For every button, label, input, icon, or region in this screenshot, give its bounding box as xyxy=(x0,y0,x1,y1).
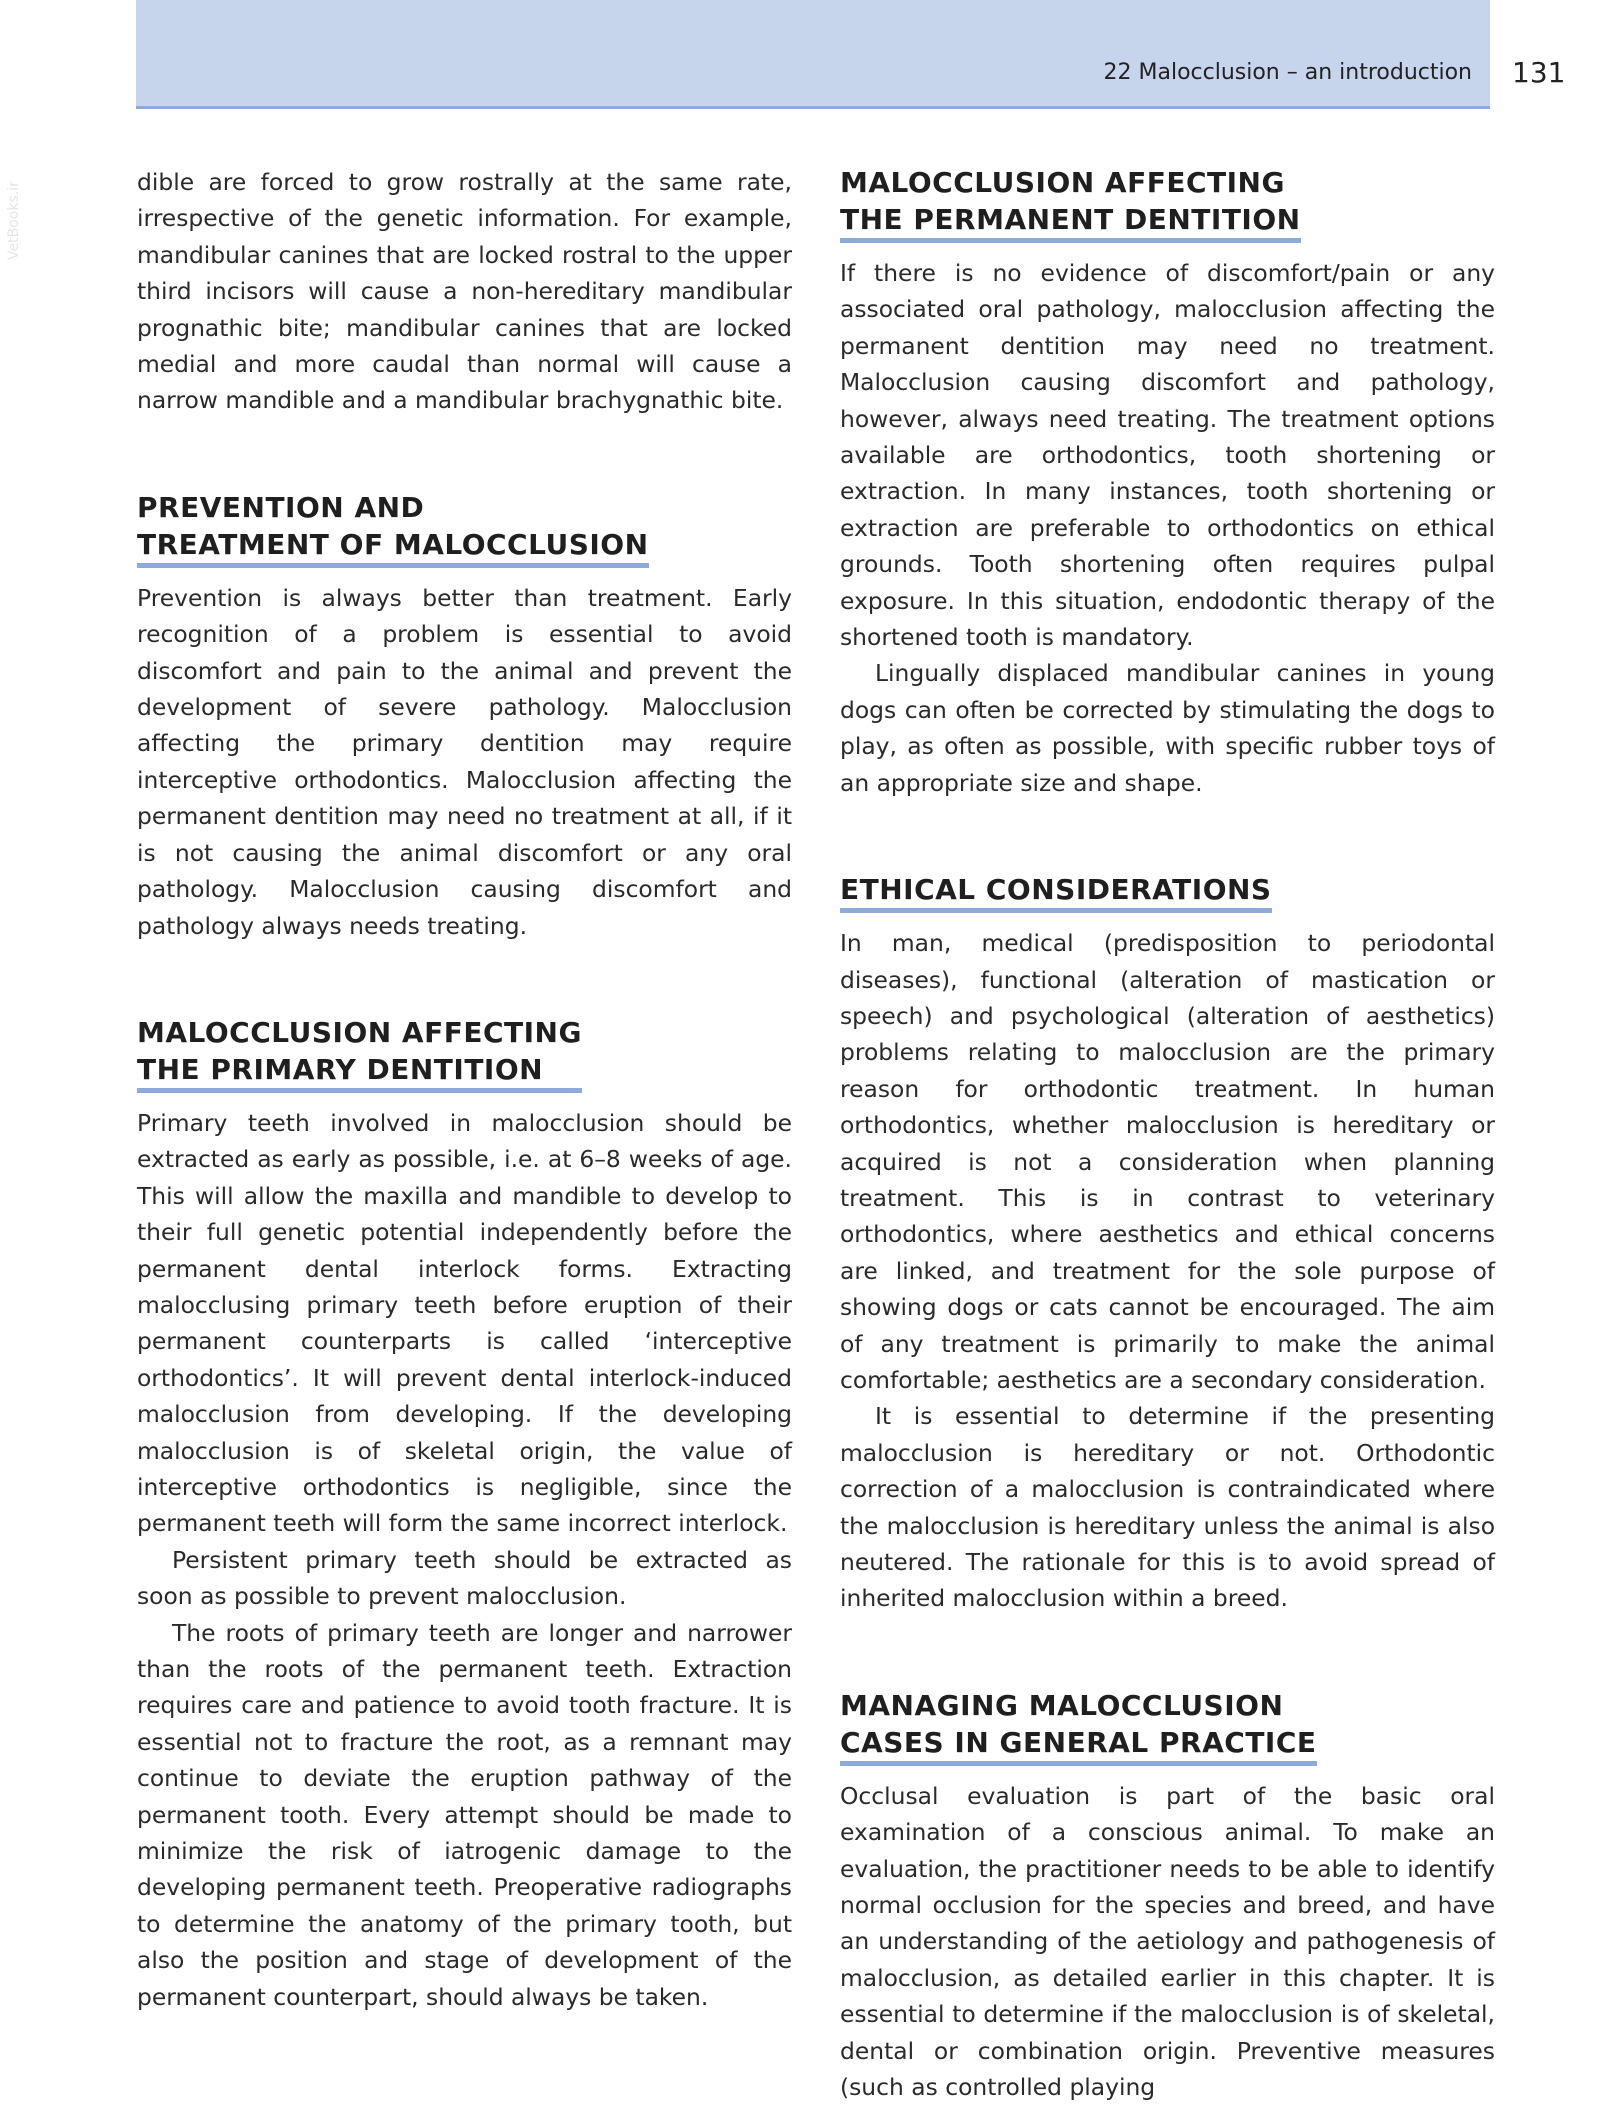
section-prevention-treatment xyxy=(137,489,792,944)
heading-line: TREATMENT OF MALOCCLUSION xyxy=(137,527,649,561)
watermark: VetBooks.ir xyxy=(6,181,22,260)
heading-line: MALOCCLUSION AFFECTING xyxy=(137,1015,582,1049)
heading-line: MALOCCLUSION AFFECTING xyxy=(840,166,1285,199)
continued-paragraph: dible are forced to grow rostrally at the same rate, irrespective of the genetic information. For example, mandibular canines that are locked rostral to the upper third incisors will cause a non-hereditary mandibular prognathic bite; mandibular canines that are locked medial and more caudal than normal will cause a narrow mandible and a mandibular brachygnathic bite. xyxy=(137,168,792,415)
body-paragraph: Primary teeth involved in malocclusion should be extracted as early as possible, i.e. at 6–8 weeks of age. This will allow the maxilla and mandible to develop to their full genetic potential independently before the permanent dental interlock forms. Extracting malocclusing primary teeth before eruption of their permanent counterparts is called ‘interceptive orthodontics’. It will prevent dental interlock-induced malocclusion from developing. If the developing malocclusion is of skeletal origin, the value of interceptive orthodontics is negligible, since the permanent teeth will form the same incorrect interlock. xyxy=(137,1108,792,1538)
heading-line: THE PERMANENT DENTITION xyxy=(840,203,1301,236)
section-heading xyxy=(840,871,1272,913)
right-column xyxy=(840,164,1495,2105)
heading-line: CASES IN GENERAL PRACTICE xyxy=(840,1725,1317,1759)
heading-line: PREVENTION AND xyxy=(137,490,425,524)
body-paragraph: The roots of primary teeth are longer and narrower than the roots of the permanent teeth. Extraction requires care and patience to avoid tooth fracture. It is essential not to fracture the root, as a remnant may continue to deviate the eruption pathway of the permanent tooth. Every attempt should be made to minimize the risk of iatrogenic damage to the developing permanent teeth. Preoperative radiographs to determine the anatomy of the primary tooth, but also the position and stage of development of the permanent counterpart, should always be taken. xyxy=(137,1618,792,2011)
section-heading xyxy=(840,164,1301,243)
section-general-practice xyxy=(840,1687,1495,2106)
body-paragraph: In man, medical (predisposition to periodontal diseases), functional (alteration of mastication or speech) and psychological (alteration of aesthetics) problems relating to malocclusion are the primary reason for orthodontic treatment. In human orthodontics, whether malocclusion is hereditary or acquired is not a consideration when planning treatment. This is in contrast to veterinary orthodontics, where aesthetics and ethical concerns are linked, and treatment for the sole purpose of showing dogs or cats cannot be encouraged. The aim of any treatment is primarily to make the animal comfortable; aesthetics are a secondary consideration. xyxy=(840,929,1495,1394)
heading-line: ETHICAL CONSIDERATIONS xyxy=(840,873,1272,907)
section-permanent-dentition xyxy=(840,164,1495,801)
section-primary-dentition xyxy=(137,1014,792,2015)
page-number: 131 xyxy=(1512,56,1566,89)
body-paragraph: Lingually displaced mandibular canines in young dogs can often be corrected by stimulating the dogs to play, as often as possible, with specific rubber toys of an appropriate size and shape. xyxy=(840,659,1495,797)
section-heading xyxy=(840,1687,1317,1766)
section-heading xyxy=(137,1014,582,1093)
heading-line: THE PRIMARY DENTITION xyxy=(137,1052,544,1086)
section-ethical-considerations xyxy=(840,871,1495,1617)
running-header-band xyxy=(136,0,1490,109)
running-head-chapter: 22 Malocclusion – an introduction xyxy=(1103,60,1472,85)
body-paragraph: Occlusal evaluation is part of the basic oral examination of a conscious animal. To make an evaluation, the practitioner needs to be able to identify normal occlusion for the species and breed, and have an understanding of the aetiology and pathogenesis of malocclusion, as detailed earlier in this chapter. It is essential to determine if the malocclusion is of skeletal, dental or combination origin. Preventive measures (such as controlled playing xyxy=(840,1781,1495,2102)
body-paragraph: If there is no evidence of discomfort/pain or any associated oral pathology, malocclusion affecting the permanent dentition may need no treatment. Malocclusion causing discomfort and pathology, however, always need treating. The treatment options available are orthodontics, tooth shortening or extraction. In many instances, tooth shortening or extraction are preferable to orthodontics on ethical grounds. Tooth shortening often requires pulpal exposure. In this situation, endodontic therapy of the shortened tooth is mandatory. xyxy=(840,259,1495,652)
section-heading xyxy=(137,489,649,568)
body-paragraph: Prevention is always better than treatment. Early recognition of a problem is essential to avoid discomfort and pain to the animal and prevent the development of severe pathology. Malocclusion affecting the primary dentition may require interceptive orthodontics. Malocclusion affecting the permanent dentition may need no treatment at all, if it is not causing the animal discomfort or any oral pathology. Malocclusion causing discomfort and pathology always needs treating. xyxy=(137,583,792,940)
body-paragraph: It is essential to determine if the presenting malocclusion is hereditary or not. Orthodontic correction of a malocclusion is contraindicated where the malocclusion is hereditary unless the animal is also neutered. The rationale for this is to avoid spread of inherited malocclusion within a breed. xyxy=(840,1402,1495,1613)
left-column xyxy=(137,164,792,2015)
heading-line: MANAGING MALOCCLUSION xyxy=(840,1688,1284,1722)
body-paragraph: Persistent primary teeth should be extracted as soon as possible to prevent malocclusion. xyxy=(137,1545,792,1611)
